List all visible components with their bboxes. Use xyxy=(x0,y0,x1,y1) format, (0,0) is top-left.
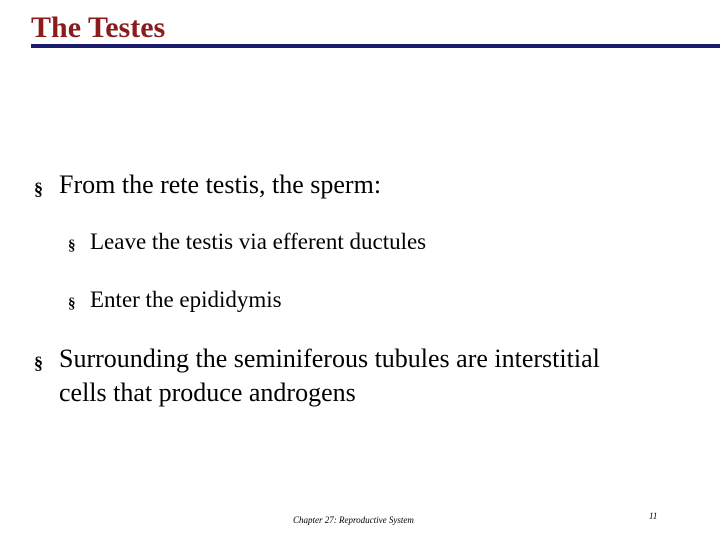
sub-bullet-item xyxy=(68,228,668,256)
bullet-marker: § xyxy=(34,179,43,199)
sub-bullet-text: Enter the epididymis xyxy=(90,287,282,312)
title-underline xyxy=(31,44,720,48)
bullet-text-line-1: Surrounding the seminiferous tubules are interstitial xyxy=(59,344,600,373)
bullet-item xyxy=(34,343,704,409)
footer-chapter: Chapter 27: Reproductive System xyxy=(293,515,414,525)
page-number: 11 xyxy=(649,511,658,521)
sub-bullet-item xyxy=(68,286,668,314)
bullet-text: From the rete testis, the sperm: xyxy=(59,170,382,199)
slide-title: The Testes xyxy=(31,11,166,44)
bullet-item xyxy=(34,169,674,201)
bullet-text-line-2: cells that produce androgens xyxy=(59,378,356,407)
bullet-marker: § xyxy=(34,353,43,373)
sub-bullet-text: Leave the testis via efferent ductules xyxy=(90,229,427,254)
bullet-marker: § xyxy=(68,296,76,312)
bullet-marker: § xyxy=(68,238,76,254)
